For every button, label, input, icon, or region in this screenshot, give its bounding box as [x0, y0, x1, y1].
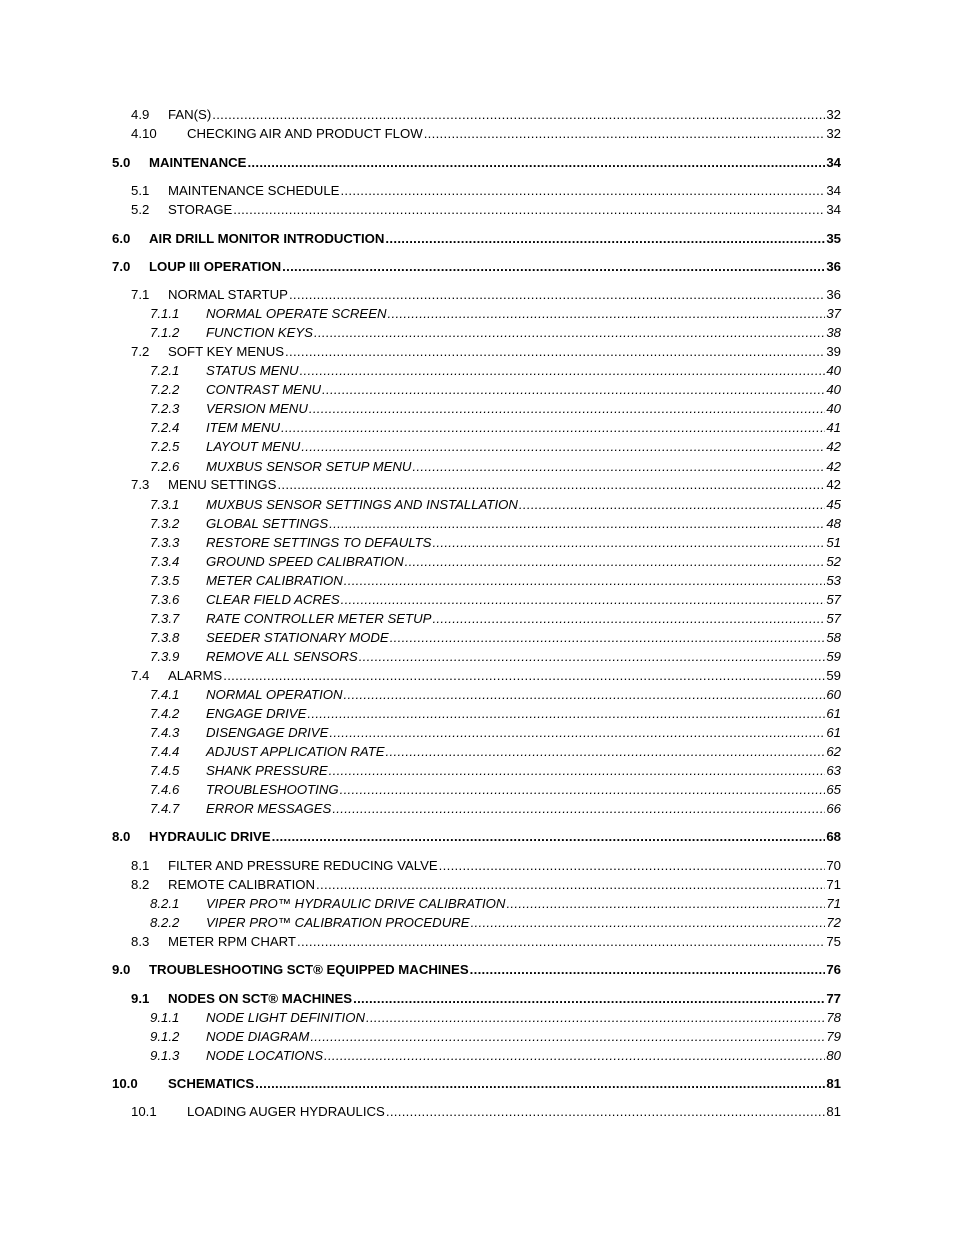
toc-entry-title: MAINTENANCE: [149, 155, 247, 170]
toc-dot-leader: [340, 781, 826, 798]
toc-entry-title: LAYOUT MENU: [206, 439, 301, 454]
toc-entry-number: 5.2: [131, 202, 150, 217]
toc-entry-page: 48: [826, 516, 841, 531]
toc-entry-page: 45: [826, 497, 841, 512]
toc-entry-page: 34: [826, 155, 841, 170]
toc-entry-number: 4.9: [131, 107, 150, 122]
toc-entry-title: AIR DRILL MONITOR INTRODUCTION: [149, 231, 385, 246]
toc-entry[interactable]: [150, 648, 841, 665]
toc-entry[interactable]: [150, 1028, 841, 1045]
toc-entry-page: 59: [826, 668, 841, 683]
toc-entry-title: TROUBLESHOOTING: [206, 782, 339, 797]
toc-dot-leader: [405, 553, 826, 570]
toc-entry-page: 76: [826, 962, 841, 977]
toc-entry-page: 57: [826, 592, 841, 607]
toc-entry-title: REMOVE ALL SENSORS: [206, 649, 358, 664]
toc-entry[interactable]: [131, 286, 841, 303]
toc-entry-page: 71: [826, 877, 841, 892]
toc-dot-leader: [340, 182, 825, 199]
toc-entry[interactable]: [150, 534, 841, 551]
toc-entry-page: 59: [826, 649, 841, 664]
toc-entry-number: 10.1: [131, 1104, 157, 1119]
toc-entry-title: NORMAL OPERATION: [206, 687, 343, 702]
toc-dot-leader: [329, 762, 826, 779]
toc-entry-number: 7.4.3: [150, 725, 180, 740]
toc-entry-page: 41: [826, 420, 841, 435]
toc-dot-leader: [353, 990, 825, 1007]
toc-entry-page: 51: [826, 535, 841, 550]
toc-entry-title: CHECKING AIR AND PRODUCT FLOW: [187, 126, 423, 141]
toc-entry-title: VIPER PRO™ CALIBRATION PROCEDURE: [206, 915, 470, 930]
toc-entry-number: 8.2: [131, 877, 150, 892]
toc-entry[interactable]: [150, 610, 841, 627]
toc-dot-leader: [424, 125, 826, 142]
toc-entry-number: 7.3.5: [150, 573, 180, 588]
toc-entry-page: 75: [826, 934, 841, 949]
toc-dot-leader: [344, 572, 826, 589]
toc-entry-number: 7.4.7: [150, 801, 180, 816]
toc-entry-title: ADJUST APPLICATION RATE: [206, 744, 385, 759]
toc-entry-number: 4.10: [131, 126, 157, 141]
toc-dot-leader: [277, 476, 825, 493]
toc-dot-leader: [432, 610, 825, 627]
toc-entry-page: 32: [826, 107, 841, 122]
toc-dot-leader: [519, 496, 825, 513]
toc-entry[interactable]: [131, 876, 841, 893]
toc-entry-page: 81: [826, 1076, 841, 1091]
toc-dot-leader: [470, 961, 826, 978]
toc-dot-leader: [289, 286, 825, 303]
toc-entry-number: 8.0: [112, 829, 131, 844]
toc-entry[interactable]: [150, 400, 841, 417]
toc-entry-number: 7.1: [131, 287, 150, 302]
toc-entry-page: 39: [826, 344, 841, 359]
toc-entry-title: ERROR MESSAGES: [206, 801, 332, 816]
toc-dot-leader: [366, 1009, 825, 1026]
toc-entry-number: 7.4.1: [150, 687, 180, 702]
toc-dot-leader: [212, 106, 825, 123]
toc-dot-leader: [439, 857, 826, 874]
toc-entry[interactable]: [112, 1075, 841, 1092]
toc-entry-number: 10.0: [112, 1076, 138, 1091]
toc-entry[interactable]: [150, 914, 841, 931]
toc-entry-page: 70: [826, 858, 841, 873]
toc-entry-title: NODE LIGHT DEFINITION: [206, 1010, 365, 1025]
toc-entry[interactable]: [150, 496, 841, 513]
toc-entry-page: 37: [826, 306, 841, 321]
toc-entry[interactable]: [150, 762, 841, 779]
toc-entry-number: 7.4.6: [150, 782, 180, 797]
toc-entry-number: 7.3.4: [150, 554, 180, 569]
toc-dot-leader: [386, 1103, 825, 1120]
toc-entry-number: 7.4.5: [150, 763, 180, 778]
toc-entry[interactable]: [150, 515, 841, 532]
toc-entry-number: 7.2.3: [150, 401, 180, 416]
toc-entry[interactable]: [112, 828, 841, 845]
toc-dot-leader: [282, 258, 825, 275]
toc-entry-number: 5.0: [112, 155, 131, 170]
toc-entry-page: 36: [826, 287, 841, 302]
toc-entry[interactable]: [150, 1047, 841, 1064]
toc-entry[interactable]: [150, 438, 841, 455]
toc-entry[interactable]: [131, 857, 841, 874]
toc-entry-title: REMOTE CALIBRATION: [168, 877, 316, 892]
toc-entry-title: ITEM MENU: [206, 420, 280, 435]
toc-entry-number: 7.0: [112, 259, 131, 274]
toc-entry-number: 7.3.9: [150, 649, 180, 664]
toc-entry-number: 7.2: [131, 344, 150, 359]
toc-entry-page: 60: [826, 687, 841, 702]
toc-entry-number: 7.4: [131, 668, 150, 683]
toc-entry[interactable]: [150, 800, 841, 817]
toc-entry[interactable]: [131, 125, 841, 142]
toc-entry-page: 40: [826, 401, 841, 416]
toc-entry-number: 7.3.3: [150, 535, 180, 550]
toc-entry-number: 7.4.4: [150, 744, 180, 759]
toc-dot-leader: [390, 629, 826, 646]
toc-dot-leader: [307, 705, 825, 722]
toc-entry-title: FUNCTION KEYS: [206, 325, 313, 340]
toc-entry-title: CONTRAST MENU: [206, 382, 322, 397]
toc-entry-title: MENU SETTINGS: [168, 477, 277, 492]
toc-entry[interactable]: [150, 895, 841, 912]
toc-entry-title: STORAGE: [168, 202, 233, 217]
toc-entry-title: NODE DIAGRAM: [206, 1029, 310, 1044]
toc-entry[interactable]: [131, 990, 841, 1007]
toc-entry-number: 7.2.5: [150, 439, 180, 454]
toc-dot-leader: [506, 895, 825, 912]
toc-entry-page: 66: [826, 801, 841, 816]
toc-entry-number: 7.3.2: [150, 516, 180, 531]
toc-entry-page: 81: [826, 1104, 841, 1119]
toc-dot-leader: [332, 800, 825, 817]
toc-dot-leader: [281, 419, 825, 436]
toc-entry[interactable]: [150, 553, 841, 570]
toc-entry-number: 7.3.8: [150, 630, 180, 645]
toc-dot-leader: [471, 914, 826, 931]
toc-entry-title: DISENGAGE DRIVE: [206, 725, 329, 740]
toc-entry-page: 72: [826, 915, 841, 930]
toc-dot-leader: [322, 381, 825, 398]
toc-entry[interactable]: [150, 324, 841, 341]
toc-entry[interactable]: [131, 106, 841, 123]
toc-entry[interactable]: [150, 724, 841, 741]
toc-entry-number: 8.2.2: [150, 915, 180, 930]
toc-entry-title: STATUS MENU: [206, 363, 299, 378]
toc-entry-page: 78: [826, 1010, 841, 1025]
toc-dot-leader: [432, 534, 825, 551]
toc-entry[interactable]: [131, 201, 841, 218]
toc-entry-title: MUXBUS SENSOR SETTINGS AND INSTALLATION: [206, 497, 518, 512]
toc-entry-number: 9.1.2: [150, 1029, 180, 1044]
toc-entry-title: FILTER AND PRESSURE REDUCING VALVE: [168, 858, 438, 873]
toc-entry-title: NODE LOCATIONS: [206, 1048, 323, 1063]
toc-dot-leader: [309, 400, 825, 417]
toc-dot-leader: [272, 828, 826, 845]
toc-entry-page: 34: [826, 202, 841, 217]
toc-entry-page: 40: [826, 382, 841, 397]
toc-entry[interactable]: [112, 961, 841, 978]
toc-entry[interactable]: [150, 1009, 841, 1026]
toc-entry-title: NORMAL OPERATE SCREEN: [206, 306, 387, 321]
toc-entry-page: 42: [826, 439, 841, 454]
toc-entry-page: 34: [826, 183, 841, 198]
toc-entry-page: 42: [826, 477, 841, 492]
toc-entry[interactable]: [150, 572, 841, 589]
toc-entry-title: CLEAR FIELD ACRES: [206, 592, 340, 607]
toc-entry-page: 63: [826, 763, 841, 778]
toc-entry-title: RESTORE SETTINGS TO DEFAULTS: [206, 535, 432, 550]
toc-entry-page: 52: [826, 554, 841, 569]
toc-entry-title: NODES ON SCT® MACHINES: [168, 991, 353, 1006]
toc-entry-title: GLOBAL SETTINGS: [206, 516, 329, 531]
toc-entry-number: 7.2.4: [150, 420, 180, 435]
toc-entry-number: 7.2.1: [150, 363, 180, 378]
toc-entry[interactable]: [150, 305, 841, 322]
toc-entry[interactable]: [150, 458, 841, 475]
toc-entry-number: 7.1.2: [150, 325, 180, 340]
toc-entry[interactable]: [112, 230, 841, 247]
toc-entry-title: GROUND SPEED CALIBRATION: [206, 554, 404, 569]
toc-entry-number: 9.1.3: [150, 1048, 180, 1063]
toc-entry[interactable]: [131, 1103, 841, 1120]
toc-entry-title: ENGAGE DRIVE: [206, 706, 307, 721]
toc-entry-title: LOADING AUGER HYDRAULICS: [187, 1104, 385, 1119]
toc-entry-title: VERSION MENU: [206, 401, 308, 416]
toc-entry-page: 40: [826, 363, 841, 378]
toc-entry-title: SHANK PRESSURE: [206, 763, 328, 778]
toc-entry-page: 38: [826, 325, 841, 340]
toc-entry-title: METER CALIBRATION: [206, 573, 343, 588]
toc-entry-number: 9.1.1: [150, 1010, 180, 1025]
toc-dot-leader: [359, 648, 826, 665]
toc-entry-title: LOUP III OPERATION: [149, 259, 282, 274]
toc-entry-title: FAN(S): [168, 107, 212, 122]
toc-entry[interactable]: [150, 362, 841, 379]
toc-entry-number: 8.1: [131, 858, 150, 873]
toc-entry-page: 71: [826, 896, 841, 911]
toc-entry-number: 9.0: [112, 962, 131, 977]
toc-entry-page: 79: [826, 1029, 841, 1044]
toc-dot-leader: [297, 933, 825, 950]
toc-entry-page: 42: [826, 459, 841, 474]
toc-dot-leader: [412, 458, 825, 475]
toc-entry-page: 35: [826, 231, 841, 246]
toc-dot-leader: [388, 305, 826, 322]
toc-entry-title: HYDRAULIC DRIVE: [149, 829, 271, 844]
toc-dot-leader: [314, 324, 825, 341]
toc-entry-number: 6.0: [112, 231, 131, 246]
toc-entry-page: 32: [826, 126, 841, 141]
toc-entry-page: 61: [826, 706, 841, 721]
toc-entry-number: 7.3.7: [150, 611, 180, 626]
toc-entry-number: 7.1.1: [150, 306, 180, 321]
toc-dot-leader: [247, 154, 825, 171]
toc-entry[interactable]: [150, 629, 841, 646]
toc-dot-leader: [255, 1075, 825, 1092]
toc-entry[interactable]: [150, 686, 841, 703]
toc-entry[interactable]: [131, 343, 841, 360]
toc-entry-page: 53: [826, 573, 841, 588]
toc-entry[interactable]: [150, 743, 841, 760]
toc-entry-number: 5.1: [131, 183, 150, 198]
toc-entry-number: 7.4.2: [150, 706, 180, 721]
toc-entry-title: SCHEMATICS: [168, 1076, 255, 1091]
toc-entry-title: SEEDER STATIONARY MODE: [206, 630, 389, 645]
toc-entry-page: 36: [826, 259, 841, 274]
toc-entry-number: 8.3: [131, 934, 150, 949]
toc-entry-title: NORMAL STARTUP: [168, 287, 288, 302]
toc-entry-title: VIPER PRO™ HYDRAULIC DRIVE CALIBRATION: [206, 896, 506, 911]
toc-entry[interactable]: [150, 419, 841, 436]
toc-entry-page: 58: [826, 630, 841, 645]
toc-entry-page: 65: [826, 782, 841, 797]
toc-entry[interactable]: [131, 182, 841, 199]
toc-entry-number: 7.3.1: [150, 497, 180, 512]
toc-entry-title: MUXBUS SENSOR SETUP MENU: [206, 459, 412, 474]
toc-entry-page: 80: [826, 1048, 841, 1063]
toc-entry-title: SOFT KEY MENUS: [168, 344, 285, 359]
toc-entry[interactable]: [150, 591, 841, 608]
toc-entry-title: TROUBLESHOOTING SCT® EQUIPPED MACHINES: [149, 962, 469, 977]
toc-dot-leader: [301, 438, 825, 455]
toc-entry-page: 61: [826, 725, 841, 740]
toc-entry-title: MAINTENANCE SCHEDULE: [168, 183, 340, 198]
toc-dot-leader: [233, 201, 825, 218]
toc-entry-page: 77: [826, 991, 841, 1006]
toc-entry-title: RATE CONTROLLER METER SETUP: [206, 611, 432, 626]
toc-entry[interactable]: [131, 933, 841, 950]
toc-entry-number: 9.1: [131, 991, 150, 1006]
toc-entry-number: 7.2.2: [150, 382, 180, 397]
toc-dot-leader: [300, 362, 826, 379]
toc-dot-leader: [324, 1047, 825, 1064]
toc-entry-page: 62: [826, 744, 841, 759]
toc-entry-number: 8.2.1: [150, 896, 180, 911]
toc-entry-number: 7.3: [131, 477, 150, 492]
toc-dot-leader: [310, 1028, 825, 1045]
toc-entry-title: ALARMS: [168, 668, 223, 683]
toc-dot-leader: [385, 230, 825, 247]
toc-dot-leader: [285, 343, 825, 360]
toc-entry[interactable]: [112, 154, 841, 171]
toc-entry[interactable]: [150, 705, 841, 722]
toc-dot-leader: [329, 515, 825, 532]
toc-entry-title: METER RPM CHART: [168, 934, 296, 949]
toc-entry[interactable]: [112, 258, 841, 275]
toc-entry-number: 7.2.6: [150, 459, 180, 474]
toc-entry-page: 68: [826, 829, 841, 844]
toc-dot-leader: [386, 743, 826, 760]
toc-dot-leader: [329, 724, 825, 741]
toc-entry-number: 7.3.6: [150, 592, 180, 607]
toc-entry[interactable]: [131, 667, 841, 684]
toc-entry[interactable]: [150, 381, 841, 398]
toc-entry-page: 57: [826, 611, 841, 626]
toc-dot-leader: [341, 591, 826, 608]
toc-dot-leader: [344, 686, 826, 703]
toc-dot-leader: [316, 876, 825, 893]
toc-entry[interactable]: [150, 781, 841, 798]
toc-entry[interactable]: [131, 476, 841, 493]
toc-dot-leader: [223, 667, 825, 684]
